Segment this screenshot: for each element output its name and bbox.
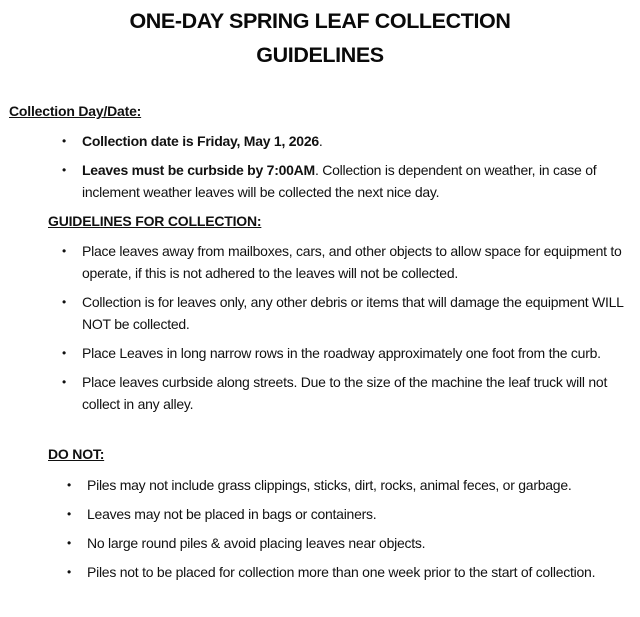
list-item (62, 130, 634, 152)
bullet-icon: • (62, 295, 66, 309)
bullet-icon: • (62, 375, 66, 389)
list-item (67, 503, 632, 525)
item-text: No large round piles & avoid placing leaves near objects. (87, 535, 426, 551)
item-text: Leaves may not be placed in bags or containers. (87, 506, 377, 522)
list-item (62, 371, 634, 415)
collection-day-heading: Collection Day/Date: (9, 103, 142, 119)
bullet-icon: • (62, 163, 66, 177)
bullet-icon: • (67, 507, 71, 521)
do-not-list (67, 474, 632, 590)
item-text: Collection is for leaves only, any other debris or items that will damage the equipment WILL NOT be collected. (82, 294, 624, 332)
item-text: Piles not to be placed for collection more than one week prior to the start of collection. (87, 564, 596, 580)
item-text: Piles may not include grass clippings, sticks, dirt, rocks, animal feces, or garbage. (87, 477, 572, 493)
bullet-icon: • (67, 478, 71, 492)
item-text: Place leaves away from mailboxes, cars, and other objects to allow space for equipment to operate, if this is not adhered to the leaves will not be collected. (82, 243, 622, 281)
guidelines-heading: GUIDELINES FOR COLLECTION: (48, 213, 262, 229)
guidelines-list (62, 240, 634, 422)
bullet-icon: • (62, 244, 66, 258)
list-item (67, 474, 632, 496)
list-item (62, 159, 634, 203)
bullet-icon: • (67, 565, 71, 579)
collection-day-list (62, 130, 634, 210)
list-item (62, 240, 634, 284)
list-item (62, 342, 634, 364)
list-item (67, 561, 632, 583)
bullet-icon: • (67, 536, 71, 550)
collection-date-text: Collection date is Friday, May 1, 2026 (82, 133, 319, 149)
document-title-line-2: GUIDELINES (256, 43, 384, 67)
curbside-deadline-text: Leaves must be curbside by 7:00AM (82, 162, 315, 178)
item-text: Place Leaves in long narrow rows in the roadway approximately one foot from the curb. (82, 345, 601, 361)
list-item (67, 532, 632, 554)
item-text: . (318, 133, 323, 149)
bullet-icon: • (62, 134, 66, 148)
item-text: Place leaves curbside along streets. Due to the size of the machine the leaf truck will not collect in any alley. (82, 374, 608, 412)
do-not-heading: DO NOT: (48, 446, 105, 462)
list-item (62, 291, 634, 335)
bullet-icon: • (62, 346, 66, 360)
document-title-line-1: ONE-DAY SPRING LEAF COLLECTION (129, 9, 511, 33)
item-text: . Collection is dependent on weather, in case of inclement weather leaves will be collected the next nice day. (82, 162, 597, 200)
